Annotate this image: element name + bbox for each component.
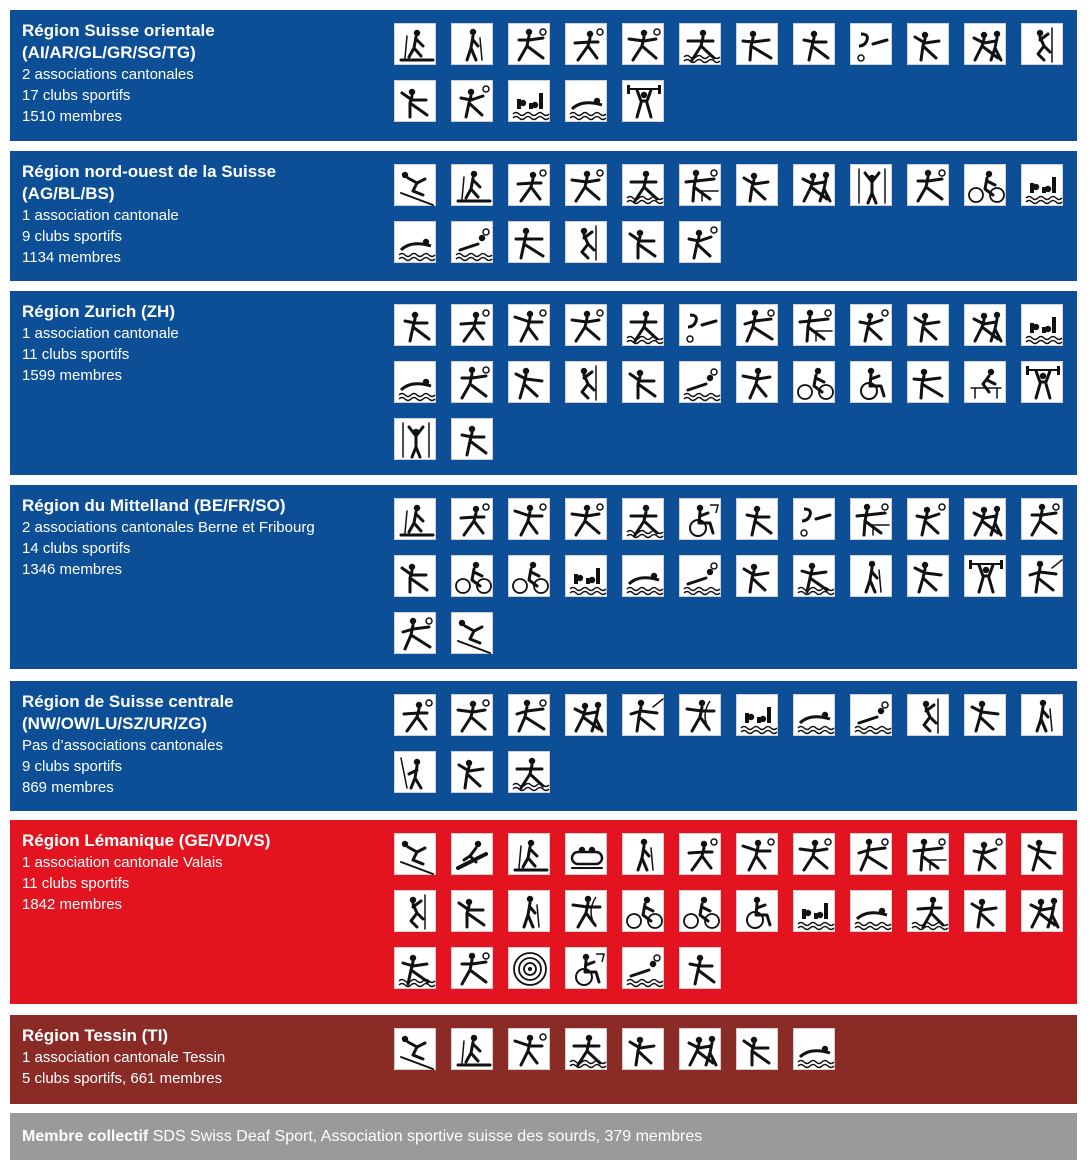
football-icon <box>565 164 607 206</box>
climbing-icon <box>394 890 436 932</box>
water-polo-icon <box>679 361 721 403</box>
snowboard-icon <box>451 833 493 875</box>
team-cycling-icon <box>679 890 721 932</box>
skating-icon <box>964 890 1006 932</box>
pool-icon <box>565 555 607 597</box>
dance-icon <box>964 304 1006 346</box>
gymnastics-icon <box>850 164 892 206</box>
region-detail: 1 association cantonale Valais <box>22 854 223 871</box>
region-info <box>22 830 392 915</box>
tennis-icon <box>964 833 1006 875</box>
hiking-icon <box>622 833 664 875</box>
water-polo-icon <box>850 694 892 736</box>
skating-icon <box>907 23 949 65</box>
archery-icon <box>565 890 607 932</box>
swimming-icon <box>622 304 664 346</box>
region-detail: 1599 membres <box>22 367 123 384</box>
hiking-icon <box>1021 694 1063 736</box>
water-icon <box>793 1028 835 1070</box>
cycling-icon <box>622 890 664 932</box>
volleyball-icon <box>508 164 550 206</box>
climbing-icon <box>907 694 949 736</box>
ski-jumping-icon <box>736 23 778 65</box>
running-icon <box>622 361 664 403</box>
region-title: Région Tessin (TI) <box>22 1026 169 1045</box>
weightlifting-icon <box>964 555 1006 597</box>
handball-icon <box>736 304 778 346</box>
region-title: Région Suisse orientale <box>22 21 215 40</box>
region-detail: 9 clubs sportifs <box>22 228 123 245</box>
region-panel <box>10 151 1077 281</box>
region-info <box>22 691 392 798</box>
cycling-icon <box>793 361 835 403</box>
diving-icon <box>736 361 778 403</box>
region-detail: 2 associations cantonales <box>22 66 194 83</box>
football-icon <box>565 498 607 540</box>
region-panel <box>10 291 1077 475</box>
pool-icon <box>1021 304 1063 346</box>
handball-icon <box>394 612 436 654</box>
team-cycling-icon <box>508 555 550 597</box>
curling-icon <box>850 23 892 65</box>
climbing-icon <box>565 361 607 403</box>
skating-icon <box>622 1028 664 1070</box>
pool-icon <box>508 80 550 122</box>
football-icon <box>565 304 607 346</box>
wheelchair-basketball-icon <box>679 498 721 540</box>
water-icon <box>394 221 436 263</box>
hiking-icon <box>508 890 550 932</box>
dance-icon <box>964 23 1006 65</box>
running-icon <box>394 555 436 597</box>
region-info <box>22 301 392 386</box>
weightlifting-icon <box>622 80 664 122</box>
bowling-icon <box>451 418 493 460</box>
collective-member-label: Membre collectif <box>22 1128 149 1145</box>
cross-country-skiing-icon <box>508 833 550 875</box>
bowling-icon <box>736 498 778 540</box>
table-tennis-icon <box>850 498 892 540</box>
bowling-icon <box>679 947 721 989</box>
weightlifting-icon <box>1021 361 1063 403</box>
region-detail: 1346 membres <box>22 561 123 578</box>
region-detail: 1510 membres <box>22 108 123 125</box>
water-icon <box>850 890 892 932</box>
region-title: Région Zurich (ZH) <box>22 302 175 321</box>
handball-icon <box>508 694 550 736</box>
wrestling-icon <box>1021 833 1063 875</box>
badminton-icon <box>508 23 550 65</box>
region-detail: 1 association cantonale <box>22 325 179 342</box>
region-title: Région Lémanique (GE/VD/VS) <box>22 831 271 850</box>
curling-icon <box>793 498 835 540</box>
running-icon <box>451 890 493 932</box>
swimming-icon <box>679 23 721 65</box>
skating-icon <box>451 751 493 793</box>
region-detail: 11 clubs sportifs <box>22 875 130 892</box>
running-icon <box>394 80 436 122</box>
gymnastics-icon <box>394 418 436 460</box>
region-info <box>22 20 392 127</box>
water-icon <box>622 555 664 597</box>
pool-icon <box>736 694 778 736</box>
dance-icon <box>679 1028 721 1070</box>
bowling-icon <box>394 304 436 346</box>
bowling-icon <box>793 23 835 65</box>
badminton-icon <box>451 947 493 989</box>
region-title: Région du Mittelland (BE/FR/SO) <box>22 496 286 515</box>
swimming-icon <box>622 498 664 540</box>
team-icon <box>508 221 550 263</box>
tennis-icon <box>907 498 949 540</box>
cycling-icon <box>451 555 493 597</box>
dance-icon <box>1021 890 1063 932</box>
hiking-icon <box>850 555 892 597</box>
region-detail: Pas d’associations cantonales <box>22 737 223 754</box>
cross-country-skiing-icon <box>394 23 436 65</box>
water-polo-icon <box>622 947 664 989</box>
wrestling-icon <box>964 694 1006 736</box>
tennis-icon <box>679 221 721 263</box>
collective-member-bar <box>10 1113 1077 1160</box>
football-icon <box>622 23 664 65</box>
shooting-icon <box>508 947 550 989</box>
region-detail: 5 clubs sportifs, 661 membres <box>22 1070 223 1087</box>
bobsleigh-icon <box>565 833 607 875</box>
alpine-skiing-icon <box>394 833 436 875</box>
collective-member-text <box>22 1113 702 1160</box>
basketball-icon <box>508 1028 550 1070</box>
region-title: (AI/AR/GL/GR/SG/TG) <box>22 43 196 62</box>
region-detail: 17 clubs sportifs <box>22 87 131 104</box>
region-title: Région de Suisse centrale <box>22 692 234 711</box>
skating-icon <box>907 304 949 346</box>
football-icon <box>793 833 835 875</box>
badminton-icon <box>907 164 949 206</box>
wheelchair-basketball-icon <box>565 947 607 989</box>
volleyball-icon <box>451 498 493 540</box>
basketball-icon <box>736 833 778 875</box>
region-info <box>22 161 392 268</box>
wheelchair-icon <box>850 361 892 403</box>
wheelchair-icon <box>736 890 778 932</box>
wrestling-icon <box>508 361 550 403</box>
region-detail: 1 association cantonale <box>22 207 179 224</box>
tennis-icon <box>850 304 892 346</box>
tennis-icon <box>451 80 493 122</box>
basketball-icon <box>508 304 550 346</box>
pool-icon <box>793 890 835 932</box>
region-detail: 1842 membres <box>22 896 123 913</box>
badminton-icon <box>451 361 493 403</box>
archery-icon <box>679 694 721 736</box>
region-panel <box>10 485 1077 669</box>
fencing-icon <box>1021 555 1063 597</box>
alpine-skiing-icon <box>451 612 493 654</box>
water-polo-icon <box>451 221 493 263</box>
region-detail: 11 clubs sportifs <box>22 346 130 363</box>
region-panel <box>10 10 1077 141</box>
region-detail: 2 associations cantonales Berne et Fribourg <box>22 519 315 536</box>
region-detail: 869 membres <box>22 779 114 796</box>
dance-icon <box>964 498 1006 540</box>
region-panel <box>10 820 1077 1004</box>
sailing-icon <box>907 890 949 932</box>
volleyball-icon <box>451 304 493 346</box>
region-title: (AG/BL/BS) <box>22 184 115 203</box>
water-icon <box>565 80 607 122</box>
swimming-icon <box>622 164 664 206</box>
water-icon <box>793 694 835 736</box>
judo-icon <box>964 361 1006 403</box>
rowing-icon <box>394 947 436 989</box>
cross-country-skiing-icon <box>451 1028 493 1070</box>
region-detail: 1 association cantonale Tessin <box>22 1049 226 1066</box>
swimming-icon <box>565 1028 607 1070</box>
hiking-icon <box>451 23 493 65</box>
region-panel <box>10 1015 1077 1104</box>
volleyball-icon <box>679 833 721 875</box>
region-title: (NW/OW/LU/SZ/UR/ZG) <box>22 714 208 733</box>
curling-icon <box>679 304 721 346</box>
region-detail: 9 clubs sportifs <box>22 758 123 775</box>
water-polo-icon <box>679 555 721 597</box>
water-icon <box>394 361 436 403</box>
running-icon <box>622 221 664 263</box>
region-info <box>22 1025 392 1089</box>
swimming-icon <box>508 751 550 793</box>
climbing-icon <box>1021 23 1063 65</box>
region-info <box>22 495 392 580</box>
pool-icon <box>1021 164 1063 206</box>
table-tennis-icon <box>793 304 835 346</box>
region-detail: 14 clubs sportifs <box>22 540 131 557</box>
region-title: Région nord-ouest de la Suisse <box>22 162 277 181</box>
fencing-icon <box>622 694 664 736</box>
alpine-skiing-icon <box>394 164 436 206</box>
region-detail: 1134 membres <box>22 249 121 266</box>
golf-icon <box>394 751 436 793</box>
cycling-icon <box>964 164 1006 206</box>
running-icon <box>736 1028 778 1070</box>
cross-country-skiing-icon <box>451 164 493 206</box>
football-icon <box>451 694 493 736</box>
ski-jumping-icon <box>907 361 949 403</box>
handball-icon <box>850 833 892 875</box>
table-tennis-icon <box>679 164 721 206</box>
climbing-icon <box>565 221 607 263</box>
table-tennis-icon <box>907 833 949 875</box>
volleyball-icon <box>394 694 436 736</box>
dance-icon <box>793 164 835 206</box>
badminton-icon <box>1021 498 1063 540</box>
region-panel <box>10 681 1077 811</box>
rowing-icon <box>793 555 835 597</box>
cross-country-skiing-icon <box>394 498 436 540</box>
wrestling-icon <box>907 555 949 597</box>
skating-icon <box>736 164 778 206</box>
basketball-icon <box>508 498 550 540</box>
dance-icon <box>565 694 607 736</box>
skating-icon <box>736 555 778 597</box>
alpine-skiing-icon <box>394 1028 436 1070</box>
collective-member-description: SDS Swiss Deaf Sport, Association sportive suisse des sourds, 379 membres <box>148 1128 703 1145</box>
volleyball-icon <box>565 23 607 65</box>
